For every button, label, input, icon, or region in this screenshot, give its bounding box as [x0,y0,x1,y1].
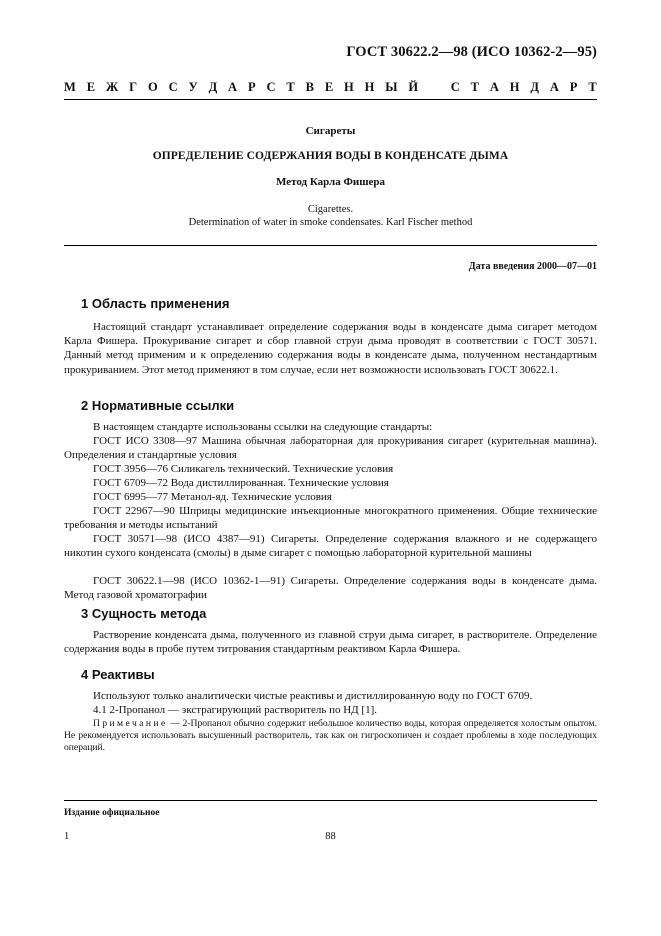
document-title: ОПРЕДЕЛЕНИЕ СОДЕРЖАНИЯ ВОДЫ В КОНДЕНСАТЕ ДЫМА [152,150,509,162]
banner-letter: Ж [105,80,119,94]
reference-item: ГОСТ 3956—76 Силикагель технический. Технические условия [93,463,394,475]
english-title [64,203,597,229]
banner-letter: В [305,80,314,94]
banner-letter: Т [588,80,597,94]
reference-item: ГОСТ ИСО 3308—97 Машина обычная лабораторная для прокуривания сигарет (курительная машина). Определения и стандартные условия [64,435,597,462]
banner-letter: Н [364,80,375,94]
page-number: 88 [325,831,336,842]
banner-letter: Й [408,80,419,94]
banner-letter: Д [208,80,218,94]
header-divider [64,99,597,100]
section-heading-references: 2 Нормативные ссылки [81,398,235,413]
scope-paragraph: Настоящий стандарт устанавливает определение содержания воды в конденсате дыма сигарет методом Карла Фишера. Прокуривание сигарет и сбор главной струи дыма проводят в соответствии с ГОСТ 30571. Данный метод применим и к определению содержания воды в конденсате дыма, полученном нестандартным прокуриванием. Этот метод применяют в том случае, если нет возможности использовать ГОСТ 30622.1. [64,321,597,376]
banner-letter: А [489,80,499,94]
introduction-date: Дата введения 2000—07—01 [468,261,597,272]
english-title-line: Determination of water in smoke condensates. Karl Fischer method [188,217,473,228]
method-essence-paragraph: Растворение конденсата дыма, полученного из главной струи дыма сигарет, в растворителе. Определение содержания воды в пробе путем титрования стандартным реактивом Карла Фишера. [64,629,597,656]
note-label: Примечание [93,718,168,729]
banner-letter: Т [470,80,480,94]
banner-letter: Д [530,80,540,94]
section-heading-method-essence: 3 Сущность метода [81,606,207,621]
note-text: — 2-Пропанол обычно содержит небольшое количество воды, которая определяется холостым опытом. Не рекомендуется использовать высушенный растворитель, так как он гигроскопичен и создает проблемы в ходе последующих операций. [64,718,597,753]
references-intro: В настоящем стандарте использованы ссылки на следующие стандарты: [93,421,433,433]
banner-letter: Т [286,80,295,94]
banner-letter: Г [129,80,138,94]
reagents-paragraph: Используют только аналитически чистые реактивы и дистиллированную воду по ГОСТ 6709. [93,690,533,702]
method-title: Метод Карла Фишера [275,176,386,188]
banner-letter: Р [247,80,256,94]
banner-letter: М [64,80,76,94]
reagent-item: 4.1 2-Пропанол — экстрагирующий растворитель по НД [1]. [93,704,378,716]
banner-letter: Е [324,80,334,94]
document-subject: Сигареты [305,125,356,137]
note-paragraph [64,718,597,754]
banner-letter: У [188,80,198,94]
section-heading-reagents: 4 Реактивы [81,667,155,682]
banner-letter: Ы [385,80,398,94]
banner-letter: Н [509,80,520,94]
sheet-number: 1 [64,831,70,842]
banner-letter: С [266,80,276,94]
banner-letter: Е [86,80,96,94]
reference-item: ГОСТ 6709—72 Вода дистиллированная. Технические условия [93,477,389,489]
footer-divider [64,800,597,801]
reference-item: ГОСТ 30571—98 (ИСО 4387—91) Сигареты. Определение содержания влажного и не содержащего никотин сухого конденсата (смолы) в дыме сигарет с помощью лабораторной курительной машины [64,533,597,560]
reference-item: ГОСТ 6995—77 Метанол-яд. Технические условия [93,491,332,503]
document-page [64,0,597,936]
official-edition-label: Издание официальное [64,808,160,818]
title-divider [64,245,597,246]
reference-item: ГОСТ 22967—90 Шприцы медицинские инъекционные многократного применения. Общие технические требования и методы испытаний [64,505,597,532]
english-title-line: Cigarettes. [307,204,354,215]
interstate-standard-banner [64,80,597,95]
banner-letter: Р [569,80,578,94]
banner-letter: А [549,80,559,94]
reference-item: ГОСТ 30622.1—98 (ИСО 10362-1—91) Сигареты. Определение содержания воды в конденсате дыма. Метод газовой хроматографии [64,575,597,602]
banner-letter: А [228,80,238,94]
standard-number: ГОСТ 30622.2—98 (ИСО 10362-2—95) [346,44,597,60]
banner-letter: С [168,80,178,94]
banner-letter: С [450,80,460,94]
section-heading-scope: 1 Область применения [81,296,230,311]
banner-letter: О [147,80,158,94]
banner-letter: Н [344,80,354,94]
